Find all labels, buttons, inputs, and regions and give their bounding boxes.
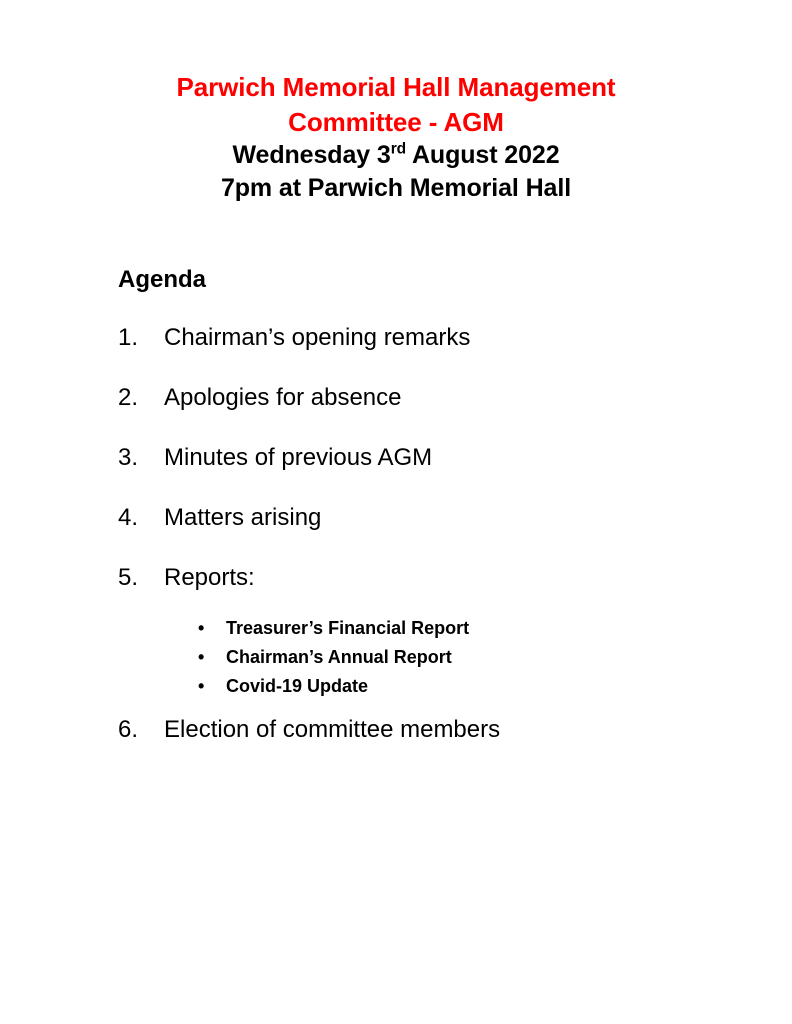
title-line-red-1: Parwich Memorial Hall Management xyxy=(176,72,616,102)
list-item xyxy=(118,444,712,472)
date-prefix: Wednesday 3 xyxy=(232,141,391,170)
bullet-icon: • xyxy=(198,618,205,639)
title-line-venue: 7pm at Parwich Memorial Hall xyxy=(220,173,572,202)
bullet-icon: • xyxy=(198,676,205,697)
reports-sublist-container xyxy=(80,614,712,701)
list-item-number: 5. xyxy=(118,564,139,592)
reports-sublist xyxy=(80,614,712,701)
date-suffix: August 2022 xyxy=(406,141,560,170)
list-item-label: Apologies for absence xyxy=(164,384,402,412)
list-item xyxy=(198,672,712,701)
list-item-label: Chairman’s opening remarks xyxy=(164,324,471,352)
list-item-number: 6. xyxy=(118,715,139,743)
list-item xyxy=(198,614,712,643)
list-item-number: 2. xyxy=(118,384,139,412)
list-item-label: Matters arising xyxy=(164,504,322,532)
list-item-number: 1. xyxy=(118,324,139,352)
date-ordinal-suffix: rd xyxy=(390,140,407,158)
list-item-label: Covid-19 Update xyxy=(226,676,369,697)
bullet-icon: • xyxy=(198,647,205,668)
list-item xyxy=(118,564,712,592)
list-item xyxy=(118,384,712,412)
title-line-date xyxy=(80,139,712,172)
list-item-label: Minutes of previous AGM xyxy=(164,444,433,472)
list-item-label: Reports: xyxy=(164,564,255,592)
list-item xyxy=(198,643,712,672)
list-item xyxy=(118,504,712,532)
title-line-red-2: Committee - AGM xyxy=(288,106,504,137)
list-item xyxy=(118,324,712,352)
agenda-heading: Agenda xyxy=(118,266,207,294)
agenda-list xyxy=(80,324,712,743)
list-item xyxy=(118,716,712,744)
list-item-number: 3. xyxy=(118,444,139,472)
list-item-label: Election of committee members xyxy=(164,715,501,743)
document-title-block xyxy=(80,70,712,204)
list-item-label: Treasurer’s Financial Report xyxy=(226,618,470,639)
list-item-label: Chairman’s Annual Report xyxy=(226,647,452,668)
list-item-number: 4. xyxy=(118,504,139,532)
